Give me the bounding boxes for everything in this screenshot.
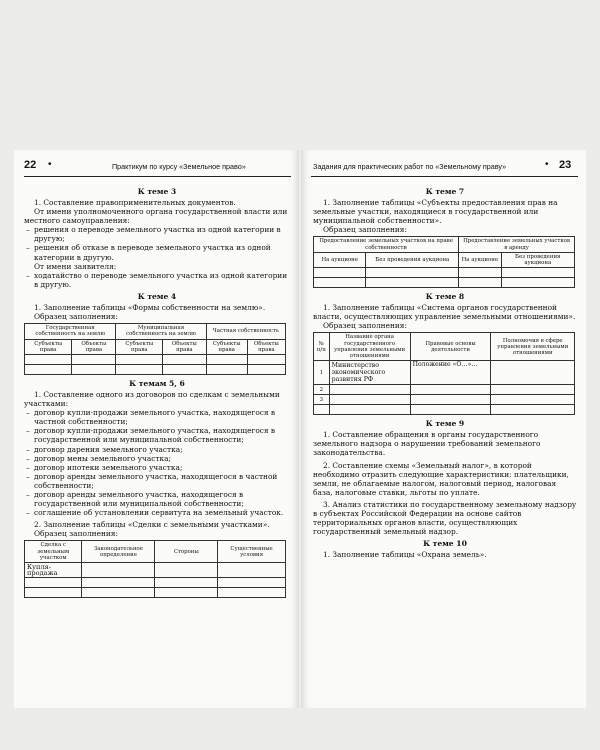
table-row bbox=[25, 364, 286, 374]
table-column-header: № п/п bbox=[314, 333, 330, 361]
table-column-header: Сделка с земельным участком bbox=[25, 541, 82, 563]
right-page bbox=[301, 150, 586, 708]
dash-list bbox=[24, 271, 290, 289]
table-cell: Положение «О…»... bbox=[410, 361, 491, 385]
section-heading: К теме 9 bbox=[425, 419, 465, 429]
ownership-table bbox=[24, 323, 286, 375]
paragraph: 1. Составление правоприменительных документов. bbox=[34, 198, 236, 207]
paragraph: 1. Заполнение таблицы «Охрана земель». bbox=[323, 550, 487, 560]
list-item: – договор купли-продажи земельного участка, находящегося в государственной или муниципальной собственности; bbox=[34, 426, 290, 444]
paragraph: Образец заполнения: bbox=[323, 321, 407, 331]
land-provision-table bbox=[313, 236, 575, 288]
table-column-header: Стороны bbox=[155, 541, 218, 563]
paragraph: 1. Составление одного из договоров по сделкам с земельными участками: bbox=[24, 389, 280, 409]
header-rule bbox=[311, 176, 578, 177]
table-cell: Министерство экономического развития РФ bbox=[329, 361, 410, 385]
header-bullet: • bbox=[48, 159, 52, 170]
list-item: – договор купли-продажи земельного участка, находящегося в частной собственности; bbox=[34, 408, 290, 426]
left-page-body bbox=[24, 184, 290, 602]
paragraph: 1. Составление обращения в органы государственного земельного надзора о нарушении требований земельного законодательства. bbox=[313, 430, 541, 458]
table-row bbox=[314, 405, 575, 415]
running-title: Задания для практических работ по «Земельному праву» bbox=[313, 162, 507, 171]
right-page-header bbox=[301, 160, 586, 174]
paragraph: 1. Заполнение таблицы «Система органов государственной власти, осуществляющих управление земельными отношениями». bbox=[313, 303, 576, 322]
list-item: – решения об отказе в переводе земельного участка из одной категории в другую. bbox=[34, 243, 290, 261]
running-title: Практикум по курсу «Земельное право» bbox=[112, 162, 246, 171]
table-column-header: Объекты права bbox=[72, 339, 116, 354]
section-heading: К теме 4 bbox=[137, 291, 177, 301]
section-heading: К темам 5, 6 bbox=[129, 378, 185, 388]
paragraph: Образец заполнения: bbox=[323, 225, 407, 235]
table-cell: Купля-продажа bbox=[25, 563, 82, 578]
table-row bbox=[25, 354, 286, 364]
list-item: – договор дарения земельного участка; bbox=[34, 445, 290, 454]
right-page-body bbox=[313, 184, 577, 559]
table-column-header: Объекты права bbox=[163, 339, 207, 354]
authorities-table bbox=[313, 332, 575, 415]
paragraph: От имени уполномоченного органа государственной власти или местного самоуправления: bbox=[24, 207, 288, 226]
table-column-header: Объекты права bbox=[247, 339, 285, 354]
table-column-header: Субъекты права bbox=[25, 339, 72, 354]
section-heading: К теме 10 bbox=[423, 539, 467, 549]
left-page-header bbox=[14, 160, 299, 174]
table-group-header: Муниципальная собственность на землю bbox=[116, 324, 206, 339]
table-column-header: На аукционе bbox=[314, 252, 366, 267]
list-item: – договор аренды земельного участка, находящегося в государственной или муниципальной собственности; bbox=[34, 490, 290, 508]
list-item: – договор аренды земельного участка, находящегося в частной собственности; bbox=[34, 472, 290, 490]
table-column-header: Субъекты права bbox=[206, 339, 247, 354]
section-heading: К теме 8 bbox=[425, 292, 465, 302]
table-row bbox=[25, 588, 286, 598]
section-heading: К теме 3 bbox=[137, 187, 177, 196]
dash-list bbox=[24, 408, 290, 517]
paragraph: 2. Составление схемы «Земельный налог», в которой необходимо отразить следующие характеристики: плательщики, земли, не облагаемые налогом, налоговый период, налоговая база, налоговые ставки, льготы по уплате. bbox=[313, 460, 569, 497]
table-group-header: Предоставление земельных участков на праве собственности bbox=[314, 237, 459, 252]
table-group-header: Государственная собственность на землю bbox=[25, 324, 116, 339]
paragraph: 2. Заполнение таблицы «Сделки с земельными участками». bbox=[34, 520, 270, 530]
table-cell: 2 bbox=[314, 385, 330, 395]
table-column-header: Полномочия в сфере управления земельными отношениями bbox=[491, 333, 575, 361]
paragraph: От имени заявителя: bbox=[34, 261, 117, 271]
header-rule bbox=[24, 176, 291, 177]
table-column-header: На аукционе bbox=[459, 252, 501, 267]
table-row bbox=[314, 268, 575, 278]
table-column-header: Без проведения аукциона bbox=[501, 252, 575, 267]
deals-table bbox=[24, 540, 286, 598]
table-row bbox=[314, 395, 575, 405]
table-group-header: Предоставление земельных участков в аренду bbox=[459, 237, 575, 252]
list-item: – договор ипотеки земельного участка; bbox=[34, 463, 290, 472]
table-cell: 3 bbox=[314, 395, 330, 405]
list-item: – ходатайство о переводе земельного участка из одной категории в другую. bbox=[34, 271, 290, 289]
paragraph: 1. Заполнение таблицы «Формы собственности на землю». bbox=[34, 302, 266, 312]
table-row bbox=[314, 278, 575, 288]
table-row bbox=[25, 578, 286, 588]
list-item: – решения о переводе земельного участка из одной категории в другую; bbox=[34, 225, 290, 243]
table-column-header: Название органа государственного управления земельными отношениями bbox=[329, 333, 410, 361]
table-column-header: Законодательное определение bbox=[82, 541, 155, 563]
table-column-header: Правовые основы деятельности bbox=[410, 333, 491, 361]
list-item: – договор мены земельного участка; bbox=[34, 454, 290, 463]
table-cell: 1 bbox=[314, 361, 330, 385]
table-row bbox=[314, 385, 575, 395]
paragraph: 3. Анализ статистики по государственному земельному надзору в субъектах Российской Федерации на основе сайтов территориальных органов власти, осуществляющих государственный земельный надзор. bbox=[313, 499, 577, 537]
table-column-header: Без проведения аукциона bbox=[366, 252, 459, 267]
dash-list bbox=[24, 225, 290, 261]
page-number: 22 bbox=[24, 159, 37, 171]
left-page bbox=[14, 150, 299, 708]
section-heading: К теме 7 bbox=[425, 187, 465, 196]
table-column-header: Существенные условия bbox=[218, 541, 286, 563]
paragraph: Образец заполнения: bbox=[34, 312, 118, 322]
table-column-header: Субъекты права bbox=[116, 339, 163, 354]
header-bullet: • bbox=[545, 159, 549, 170]
table-group-header: Частная собственность bbox=[206, 324, 285, 339]
paragraph: Образец заполнения: bbox=[34, 529, 118, 539]
table-row bbox=[25, 563, 286, 578]
paragraph: 1. Заполнение таблицы «Субъекты предоставления прав на земельные участки, находящиеся в государственной или муниципальной собственности». bbox=[313, 198, 558, 226]
page-number: 23 bbox=[559, 159, 572, 171]
list-item: – соглашение об установлении сервитута на земельный участок. bbox=[34, 508, 290, 517]
table-row bbox=[314, 361, 575, 385]
